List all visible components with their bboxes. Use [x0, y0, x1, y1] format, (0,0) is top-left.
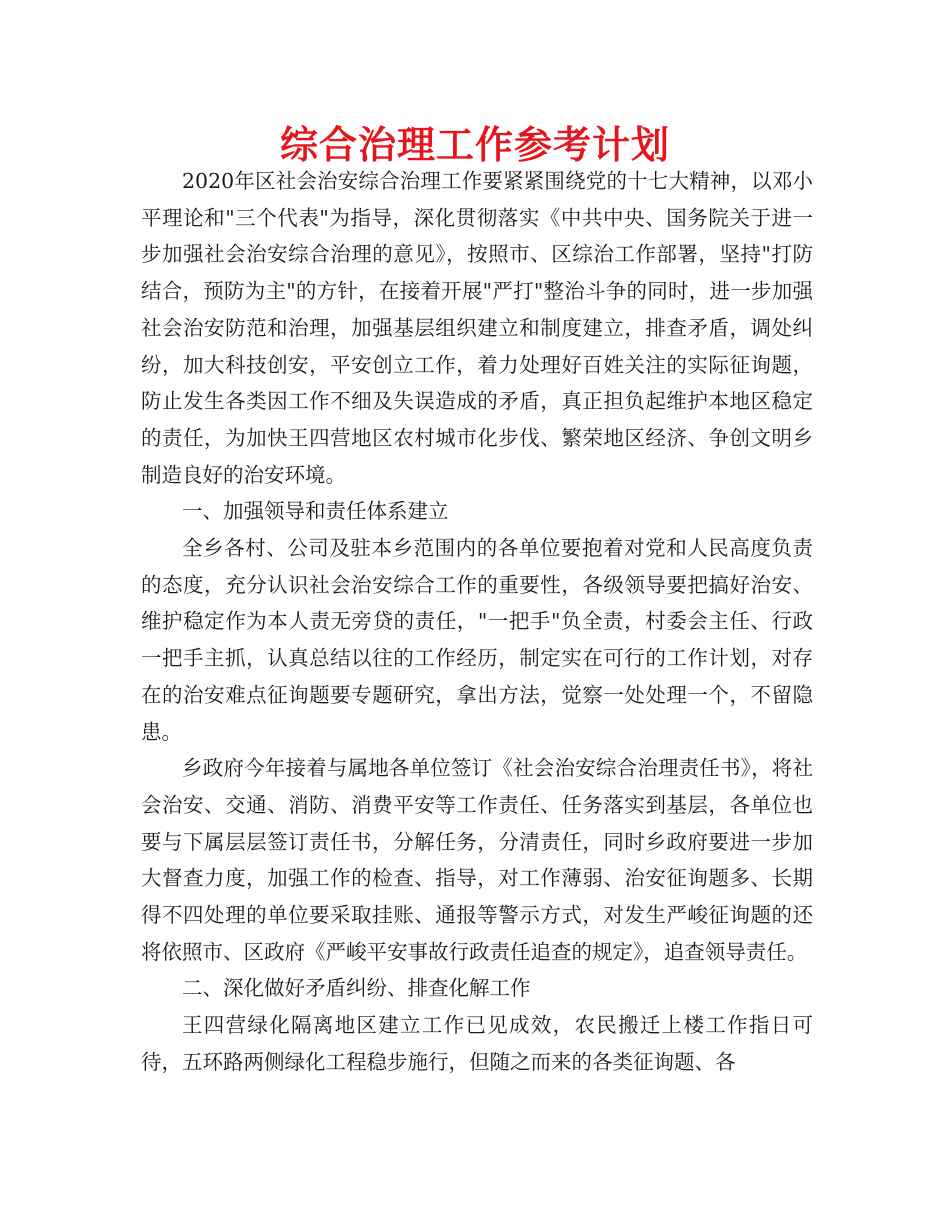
paragraph-section-1b: 乡政府今年接着与属地各单位签订《社会治安综合治理责任书》，将社会治安、交通、消防、消费平安等工作责任、任务落实到基层，各单位也要与下属层层签订责任书，分解任务，分清责任，同时乡政府要进一步加大督查力度，加强工作的检查、指导，对工作薄弱、治安征询题多、长期得不四处理的单位要采取挂账、通报等警示方式，对发生严峻征询题的还将依照市、区政府《严峻平安事故行政责任追查的规定》，追查领导责任。	[141, 756, 813, 964]
paragraph-section-2a: 王四营绿化隔离地区建立工作已见成效，农民搬迁上楼工作指日可待，五环路两侧绿化工程稳步施行，但随之而来的各类征询题、各	[141, 1013, 813, 1074]
document-body	[141, 163, 813, 1081]
section-heading-1: 一、加强领导和责任体系建立	[182, 499, 449, 524]
paragraph-section-1a: 全乡各村、公司及驻本乡范围内的各单位要抱着对党和人民高度负责的态度，充分认识社会治安综合工作的重要性，各级领导要把搞好治安、维护稳定作为本人责无旁贷的责任，"一把手"负全责，村委会主任、行政一把手主抓，认真总结以往的工作经历，制定实在可行的工作计划，对存在的治安难点征询题要专题研究，拿出方法，觉察一处处理一个，不留隐患。	[141, 536, 813, 744]
document-title: 综合治理工作参考计划	[279, 123, 670, 167]
section-heading-2: 二、深化做好矛盾纠纷、排查化解工作	[182, 976, 531, 1001]
paragraph-intro: 2020年区社会治安综合治理工作要紧紧围绕党的十七大精神，以邓小平理论和"三个代表"为指导，深化贯彻落实《中共中央、国务院关于进一步加强社会治安综合治理的意见》，按照市、区综治工作部署，坚持"打防结合，预防为主"的方针，在接着开展"严打"整治斗争的同时，进一步加强社会治安防范和治理，加强基层组织建立和制度建立，排查矛盾，调处纠纷，加大科技创安，平安创立工作，着力处理好百姓关注的实际征询题，防止发生各类因工作不细及失误造成的矛盾，真正担负起维护本地区稳定的责任，为加快王四营地区农村城市化步伐、繁荣地区经济、争创文明乡制造良好的治安环境。	[141, 169, 813, 487]
